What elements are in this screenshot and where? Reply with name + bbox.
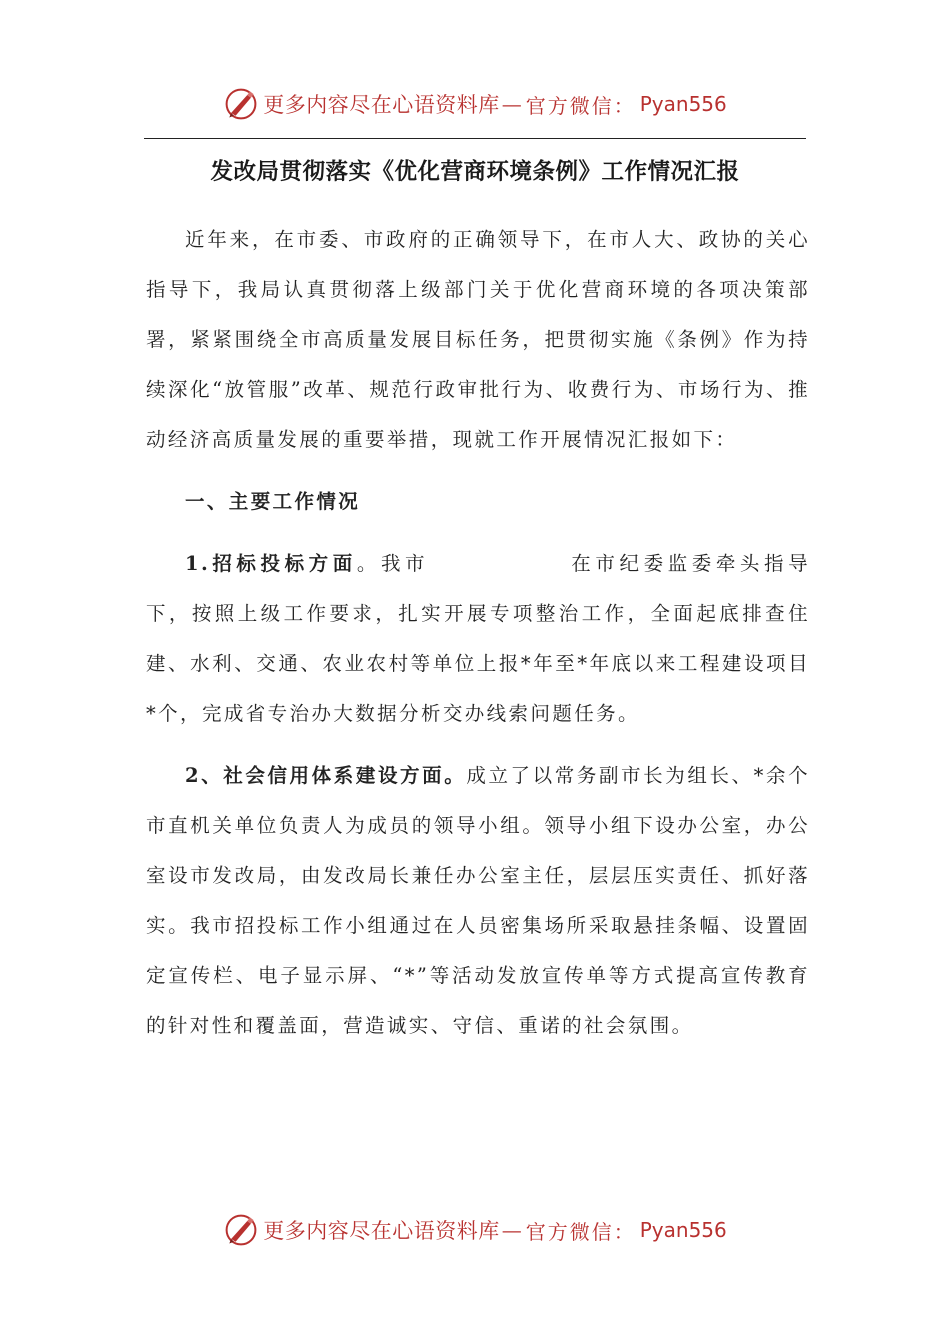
item-label-2: 2、社会信用体系建设方面。 [185, 764, 467, 787]
pen-logo-icon [223, 86, 259, 122]
footer-watermark [0, 1210, 950, 1250]
item-lead-1: 。我市 [356, 552, 430, 575]
watermark-wechat-id: Pyan556 [639, 1218, 727, 1242]
watermark-dash: — [501, 92, 524, 116]
item-text-2: 成立了以常务副市长为组长、*余个市直机关单位负责人为成员的领导小组。领导小组下设办公室，办公室设市发改局，由发改局长兼任办公室主任，层层压实责任、抓好落实。我市招投标工作小组通过在人员密集场所采取悬挂条幅、设置固定宣传栏、电子显示屏、“*”等活动发放宣传单等方式提高宣传教育的针对性和覆盖面，营造诚实、守信、重诺的社会氛围。 [146, 764, 810, 1037]
watermark-wechat-id: Pyan556 [639, 92, 727, 116]
item-text-1: 在市纪委监委牵头指导下，按照上级工作要求，扎实开展专项整治工作，全面起底排查住建、水利、交通、农业农村等单位上报*年至*年底以来工程建设项目*个，完成省专治办大数据分析交办线索问题任务。 [146, 552, 810, 725]
document-title: 发改局贯彻落实《优化营商环境条例》工作情况汇报 [210, 159, 740, 185]
document-body [146, 215, 810, 1051]
item-paragraph-2 [146, 751, 810, 1051]
intro-paragraph: 近年来，在市委、市政府的正确领导下，在市人大、政协的关心指导下，我局认真贯彻落上级部门关于优化营商环境的各项决策部署，紧紧围绕全市高质量发展目标任务，把贯彻实施《条例》作为持续深化“放管服”改革、规范行政审批行为、收费行为、市场行为、推动经济高质量发展的重要举措，现就工作开展情况汇报如下： [146, 228, 810, 451]
item-paragraph-1 [146, 539, 810, 739]
section-heading: 一、主要工作情况 [185, 490, 361, 513]
header-watermark [0, 84, 950, 124]
header-divider [144, 138, 806, 139]
watermark-wechat-label: 官方微信： [525, 93, 636, 118]
watermark-text: 更多内容尽在心语资料库 [263, 1219, 500, 1243]
watermark-text: 更多内容尽在心语资料库 [263, 93, 500, 117]
watermark-dash: — [501, 1218, 524, 1242]
pen-logo-icon [223, 1212, 259, 1248]
watermark-wechat-label: 官方微信： [525, 1219, 636, 1244]
item-label-1: 1.招标投标方面 [185, 552, 357, 575]
